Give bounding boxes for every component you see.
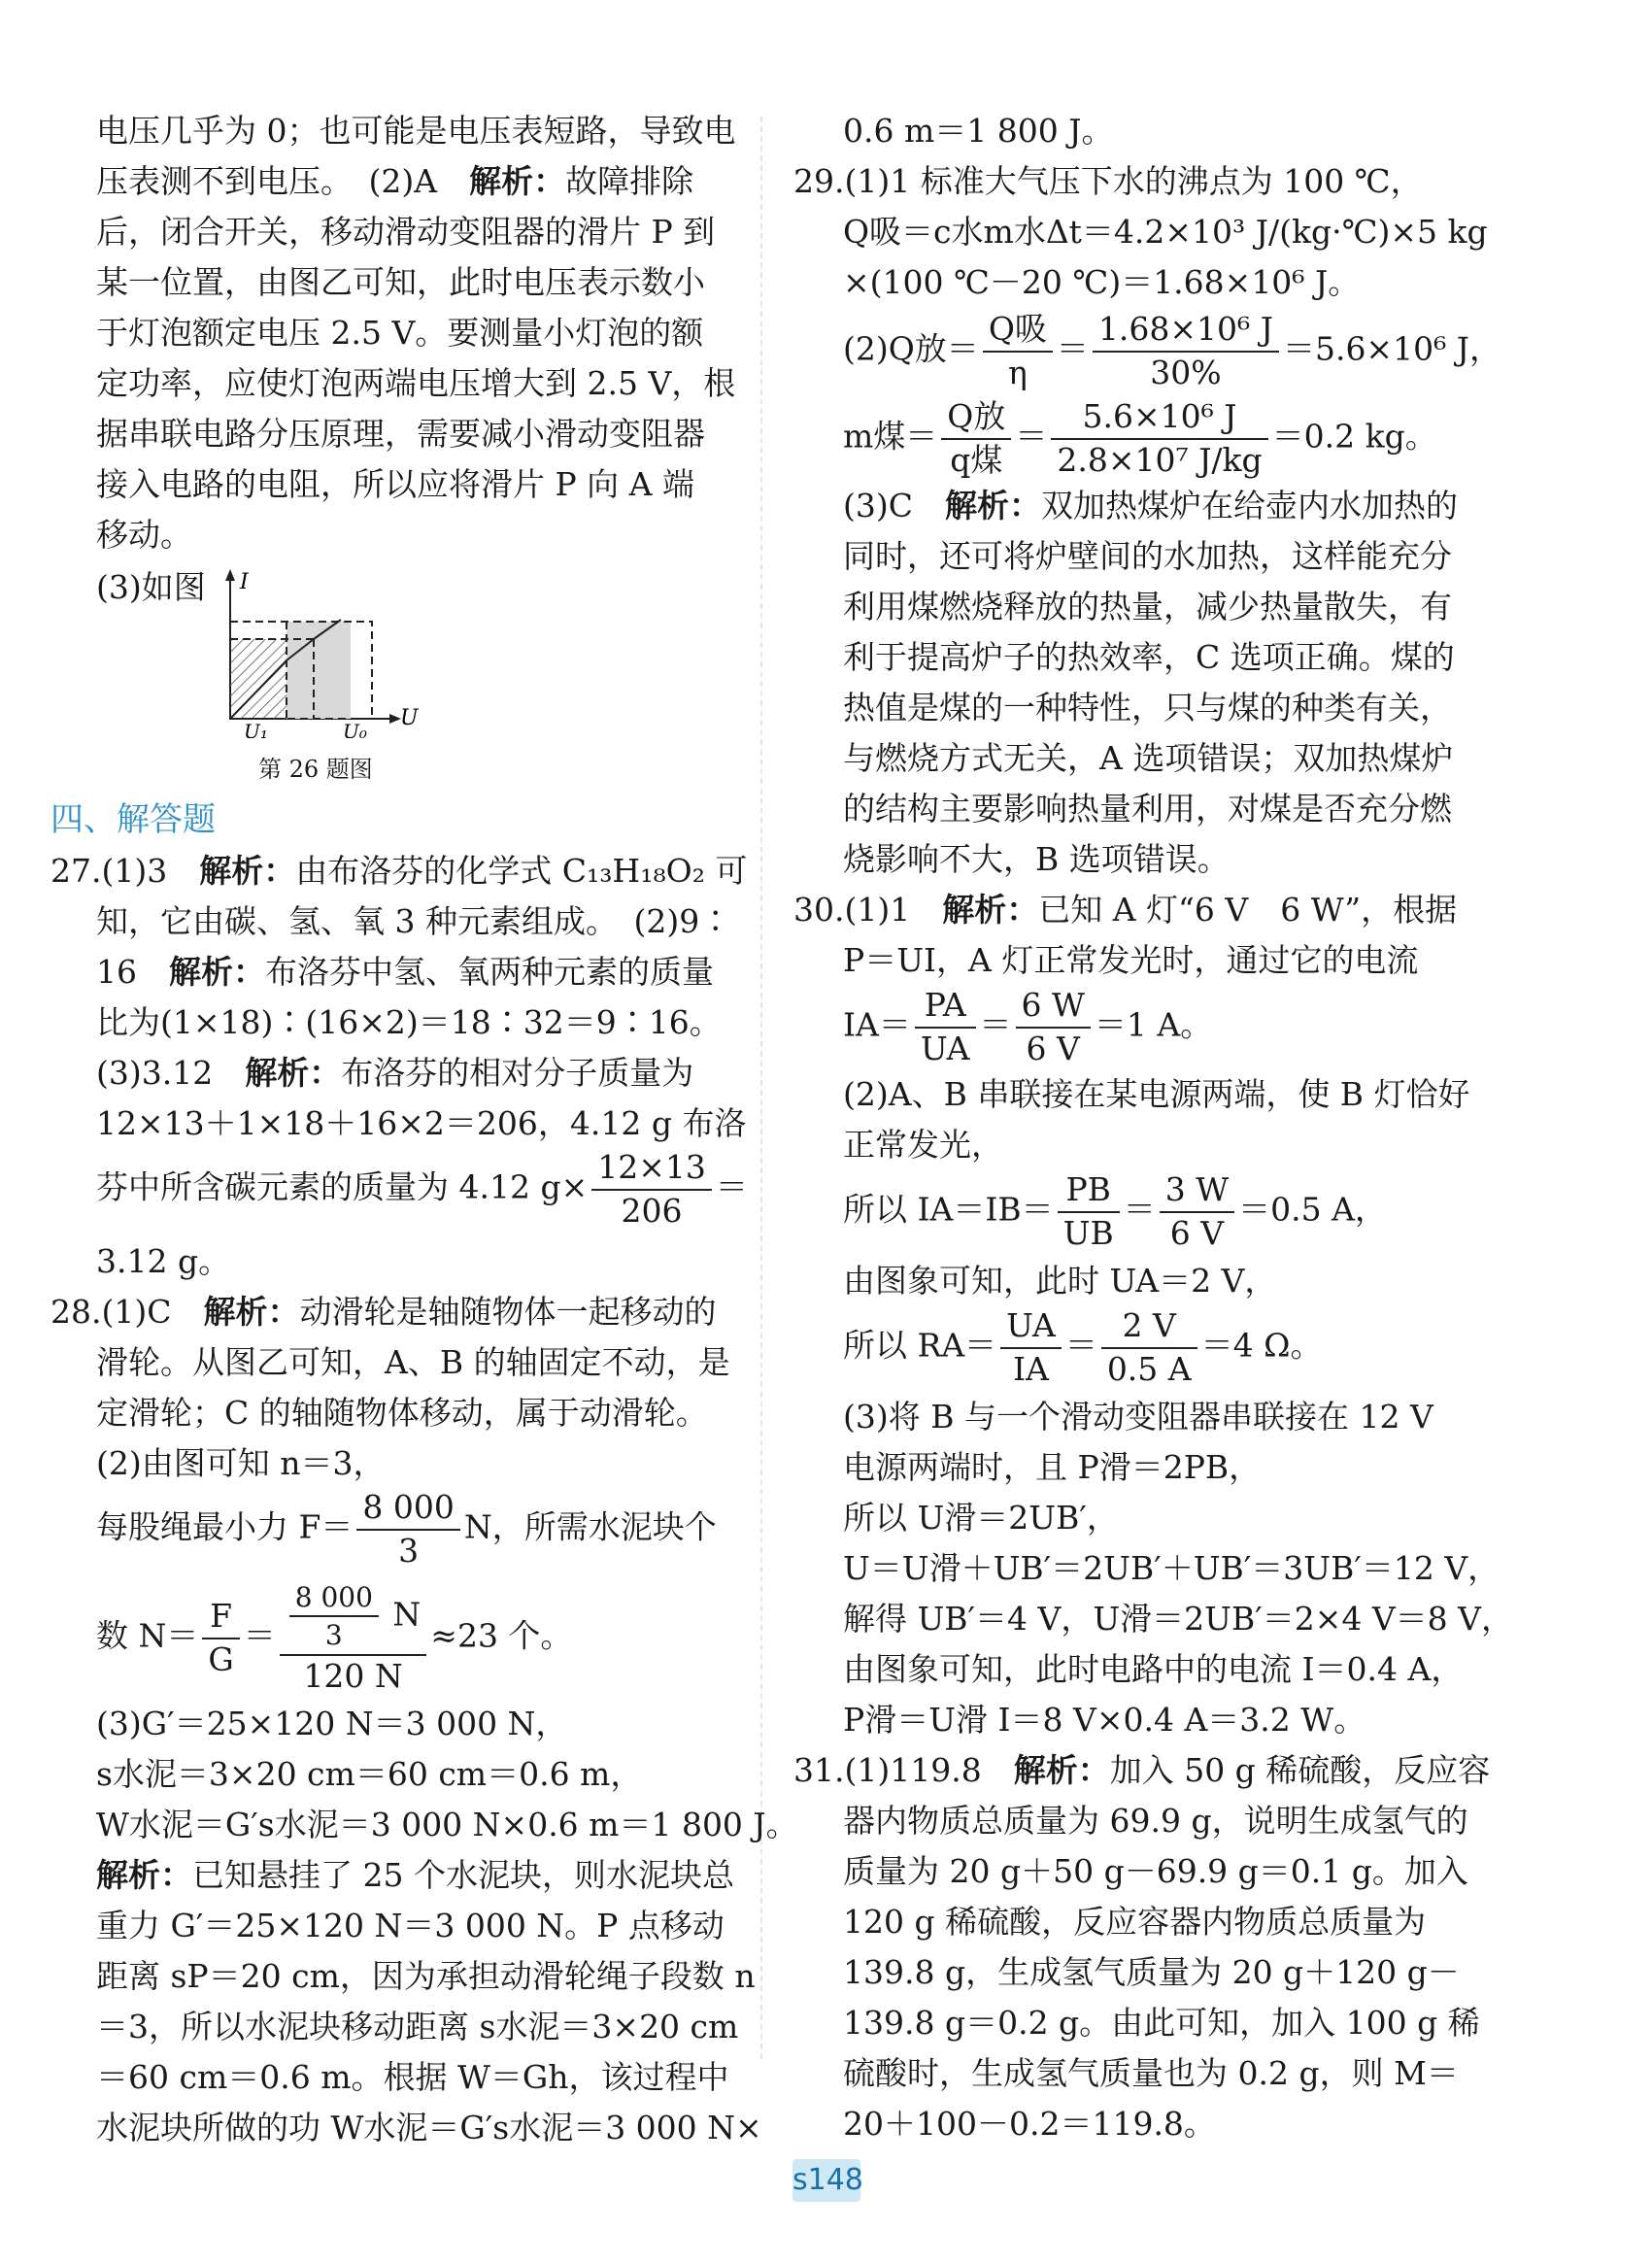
text-line: (3)G′＝25×120 N＝3 000 N， — [96, 1705, 568, 1742]
column-divider — [760, 117, 762, 2059]
formula-line: 芬中所含碳元素的质量为 4.12 g× $\frac{12\times 13}{206}$ ＝ — [96, 1148, 748, 1230]
figure-caption: 第 26 题图 — [258, 756, 373, 783]
x-axis-label: U — [400, 706, 419, 730]
text-line: 器内物质总质量为 69.9 g，说明生成氢气的 — [843, 1802, 1468, 1840]
text-line: 水泥块所做的功 W水泥＝G′s水泥＝3 000 N× — [96, 2109, 762, 2146]
section-heading: 四、解答题 — [51, 800, 216, 839]
fraction: $\frac{F}{G}$ — [202, 1600, 239, 1676]
text-line: 20＋100－0.2＝119.8。 — [843, 2105, 1216, 2143]
fraction: $\frac{\text{5.6×10⁶ J}}{\text{2.8×10⁷ J/kg}}$ — [1051, 400, 1267, 477]
text-line: (3)将 B 与一个滑动变阻器串联接在 12 V — [843, 1398, 1433, 1436]
fraction: $\frac{12\times 13}{206}$ — [591, 1151, 712, 1228]
fraction: $\frac{6 W}{6 V}$ — [1016, 989, 1091, 1065]
text-line: W水泥＝G′s水泥＝3 000 N×0.6 m＝1 800 J。 — [96, 1806, 798, 1843]
text-line: 接入电路的电阻，所以应将滑片 P 向 A 端 — [96, 465, 694, 503]
fraction: $\frac{PB}{UB}$ — [1058, 1173, 1120, 1250]
text-line: (2)A、B 串联接在某电源两端，使 B 灯恰好 — [843, 1075, 1470, 1113]
text-line: 16 解析：布洛芬中氢、氧两种元素的质量 — [96, 953, 714, 991]
text-line: s水泥＝3×20 cm＝60 cm＝0.6 m， — [96, 1755, 643, 1793]
text-line: 所以 U滑＝2UB′， — [843, 1499, 1119, 1537]
formula-line: (2)Q放＝ $\frac{\text{Q吸}}{\eta}$ ＝ $\frac{\text{1.68×10⁶ J}}{30\%}$ ＝5.6×10⁶ J， — [843, 310, 1502, 391]
text-line: ＝3，所以水泥块移动距离 s水泥＝3×20 cm — [96, 2008, 739, 2045]
text-line: 硫酸时，生成氢气质量也为 0.2 g，则 M＝ — [843, 2054, 1459, 2092]
text-line: 比为(1×18)∶(16×2)＝18∶32＝9∶16。 — [96, 1003, 722, 1041]
u0-label: U₀ — [343, 720, 367, 738]
text-line: 27.(1)3 解析：由布洛芬的化学式 C₁₃H₁₈O₂ 可 — [51, 852, 748, 890]
text-line: 28.(1)C 解析：动滑轮是轴随物体一起移动的 — [51, 1293, 717, 1331]
text-line: 利于提高炉子的热效率，C 选项正确。煤的 — [843, 638, 1455, 676]
text-line: (3)如图 — [96, 568, 206, 606]
compound-fraction: $\frac{8 000}{3}$ N 120 N — [280, 1583, 427, 1693]
text-line: 热值是煤的一种特性，只与煤的种类有关， — [843, 689, 1452, 727]
text-line: ×(100 ℃－20 ℃)＝1.68×10⁶ J。 — [843, 263, 1361, 301]
text-line: 质量为 20 g＋50 g－69.9 g＝0.1 g。加入 — [843, 1852, 1468, 1890]
text-line: 由图象可知，此时 UA＝2 V， — [843, 1262, 1277, 1300]
text-line: 与燃烧方式无关，A 选项错误；双加热煤炉 — [843, 739, 1454, 777]
formula-line: 所以 RA＝ $\frac{UA}{IA}$ ＝ $\frac{2 V}{0.5 A}$ ＝4 Ω。 — [843, 1306, 1323, 1388]
text-line: (3)3.12 解析：布洛芬的相对分子质量为 — [96, 1054, 694, 1092]
text-line: 解析：已知悬挂了 25 个水泥块，则水泥块总 — [96, 1856, 734, 1894]
text-line: ＝60 cm＝0.6 m。根据 W＝Gh，该过程中 — [96, 2058, 729, 2096]
text-line: 压表测不到电压。 (2)A 解析：故障排除 — [96, 162, 694, 200]
u1-label: U₁ — [244, 720, 268, 738]
text-line: 139.8 g＝0.2 g。由此可知，加入 100 g 稀 — [843, 2004, 1480, 2042]
text-line: 定功率，应使灯泡两端电压增大到 2.5 V，根 — [96, 364, 736, 402]
text-line: P滑＝U滑 I＝8 V×0.4 A＝3.2 W。 — [843, 1701, 1366, 1739]
formula-line: m煤＝ $\frac{\text{Q放}}{\text{q煤}}$ ＝ $\frac{\text{5.6×10⁶ J}}{\text{2.8×10⁷ J/kg}}$ ＝0.2 kg。 — [843, 397, 1437, 479]
text-line: 139.8 g，生成氢气质量为 20 g＋120 g－ — [843, 1953, 1460, 1991]
formula-line: 数 N＝ $\frac{F}{G}$ ＝ $\frac{8 000}{3}$ N 120 N ≈23 个。 — [96, 1581, 573, 1695]
text-line: 电源两端时，且 P滑＝2PB， — [843, 1448, 1262, 1486]
formula-line: 所以 IA＝IB＝ $\frac{PB}{UB}$ ＝ $\frac{3 W}{6 V}$ ＝0.5 A， — [843, 1170, 1387, 1252]
text-line: 定滑轮；C 的轴随物体移动，属于动滑轮。 — [96, 1394, 708, 1432]
text-line: 解得 UB′＝4 V，U滑＝2UB′＝2×4 V＝8 V， — [843, 1600, 1514, 1638]
text-line: 知，它由碳、氢、氧 3 种元素组成。 (2)9∶ — [96, 902, 732, 940]
fraction: $\frac{\text{1.68×10⁶ J}}{30\%}$ — [1093, 313, 1279, 389]
text-line: U＝U滑＋UB′＝2UB′＋UB′＝3UB′＝12 V， — [843, 1549, 1500, 1587]
text-line: 正常发光， — [843, 1126, 1003, 1164]
text-line: 移动。 — [96, 516, 192, 554]
fraction: $\frac{UA}{IA}$ — [1000, 1309, 1062, 1386]
fraction: $\frac{8 000}{3}$ — [356, 1491, 459, 1568]
text-line: 30.(1)1 解析：已知 A 灯“6 V 6 W”，根据 — [793, 891, 1458, 929]
y-axis-label: I — [240, 570, 249, 594]
text-line: 12×13＋1×18＋16×2＝206，4.12 g 布洛 — [96, 1104, 747, 1142]
text-line: 0.6 m＝1 800 J。 — [843, 112, 1114, 150]
text-line: 3.12 g。 — [96, 1242, 231, 1280]
text-line: 后，闭合开关，移动滑动变阻器的滑片 P 到 — [96, 213, 716, 251]
fraction: $\frac{2 V}{0.5 A}$ — [1101, 1309, 1197, 1386]
text-line: 同时，还可将炉壁间的水加热，这样能充分 — [843, 537, 1452, 575]
text-line: 据串联电路分压原理，需要减小滑动变阻器 — [96, 415, 705, 453]
text-line: 31.(1)119.8 解析：加入 50 g 稀硫酸，反应容 — [793, 1751, 1491, 1789]
text-line: (3)C 解析：双加热煤炉在给壶内水加热的 — [843, 487, 1458, 524]
fraction: $\frac{\text{Q放}}{\text{q煤}}$ — [941, 400, 1011, 477]
text-line: 由图象可知，此时电路中的电流 I＝0.4 A， — [843, 1650, 1464, 1688]
text-line: 120 g 稀硫酸，反应容器内物质总质量为 — [843, 1903, 1427, 1941]
text-line: 29.(1)1 标准大气压下水的沸点为 100 ℃， — [793, 162, 1423, 200]
iu-graph-figure — [209, 563, 422, 738]
text-line: P＝UI，A 灯正常发光时，通过它的电流 — [843, 941, 1419, 979]
page-number: s148 — [792, 2159, 860, 2202]
text-line: 重力 G′＝25×120 N＝3 000 N。P 点移动 — [96, 1907, 725, 1944]
text-line: (2)由图可知 n＝3， — [96, 1444, 386, 1482]
fraction: $\frac{3 W}{6 V}$ — [1160, 1173, 1234, 1250]
text-line: 烧影响不大，B 选项错误。 — [843, 840, 1230, 878]
formula-line: IA＝ $\frac{PA}{UA}$ ＝ $\frac{6 W}{6 V}$ ＝1 A。 — [843, 986, 1213, 1067]
text-line: 滑轮。从图乙可知，A、B 的轴固定不动，是 — [96, 1343, 730, 1381]
fraction: $\frac{PA}{UA}$ — [915, 989, 976, 1065]
text-line: 于灯泡额定电压 2.5 V。要测量小灯泡的额 — [96, 314, 704, 352]
text-line: 的结构主要影响热量利用，对煤是否充分燃 — [843, 790, 1452, 828]
text-line: 利用煤燃烧释放的热量，减少热量散失，有 — [843, 588, 1452, 625]
text-line: 某一位置，由图乙可知，此时电压表示数小 — [96, 263, 705, 301]
text-line: 电压几乎为 0；也可能是电压表短路，导致电 — [96, 112, 736, 150]
fraction: $\frac{\text{Q吸}}{\eta}$ — [983, 313, 1053, 389]
text-line: 距离 sP＝20 cm，因为承担动滑轮绳子段数 n — [96, 1957, 756, 1995]
formula-line: 每股绳最小力 F＝ $\frac{8 000}{3}$ N，所需水泥块个 — [96, 1488, 717, 1570]
text-line: Q吸＝c水m水Δt＝4.2×10³ J/(kg·℃)×5 kg — [843, 213, 1488, 251]
